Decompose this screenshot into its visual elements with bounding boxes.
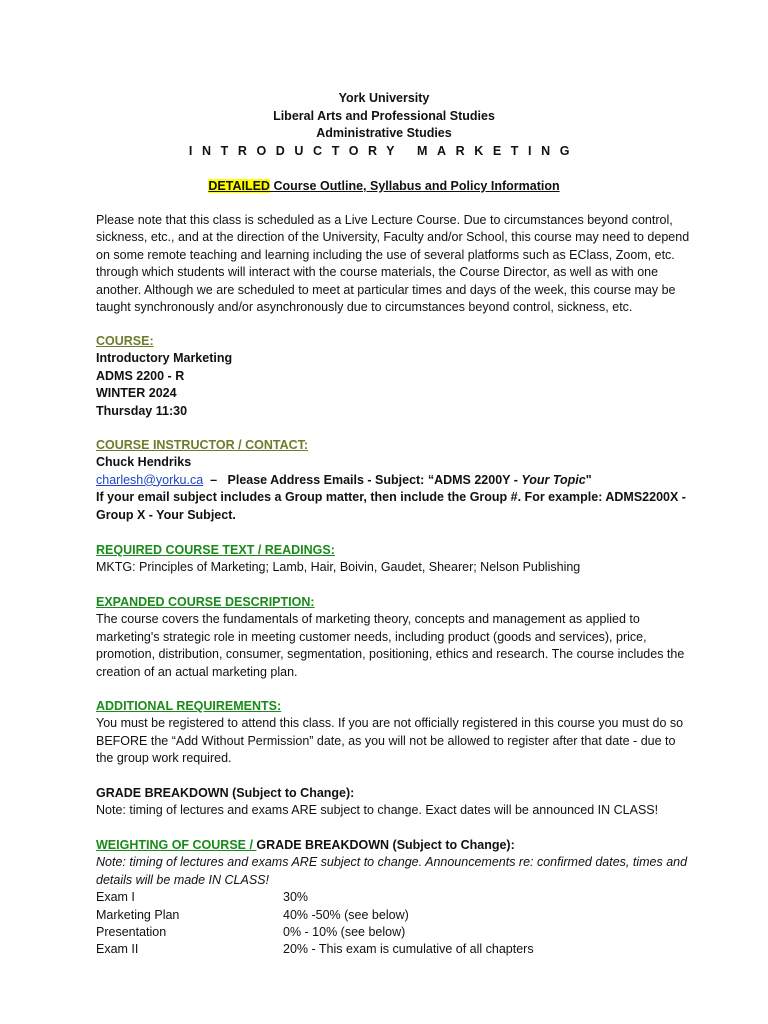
weighting-heading — [96, 837, 696, 854]
email-note-topic: Your Topic — [521, 472, 586, 487]
course-term: WINTER 2024 — [96, 386, 177, 401]
readings-heading: REQUIRED COURSE TEXT / READINGS: — [96, 543, 335, 557]
document-subtitle — [0, 178, 768, 195]
intro-paragraph: Please note that this class is scheduled as a Live Lecture Course. Due to circumstances beyond control, sickness, etc., and at the direction of the University, Faculty and/or School, this course may need to depend on some remote teaching and learning including the use of several platforms such as EClass, Zoom, etc. through which students will interact with the course materials, the Course Director, as well as with one another. Although we are scheduled to meet at particular times and days of the week, this course may be taught synchronously and/or asynchronously due to circumstances beyond control, sickness, etc. — [96, 213, 690, 315]
weighting-item: Presentation — [96, 925, 167, 940]
weighting-note: Note: timing of lectures and exams ARE subject to change. Announcements re: confirmed dates, times and details will be made IN CLASS! — [96, 855, 688, 887]
additional-text: You must be registered to attend this class. If you are not officially registered in this course you must do so BEFORE the “Add Without Permission” date, as you will not be allowed to register after that date - due to the group work required. — [96, 716, 684, 766]
weighting-heading-green: WEIGHTING OF COURSE / — [96, 838, 257, 852]
weighting-value: 40% -50% (see below) — [283, 907, 409, 922]
email-note: – Please Address Emails - Subject: “ADMS 2200Y - — [203, 472, 522, 487]
description-heading: EXPANDED COURSE DESCRIPTION: — [96, 595, 315, 609]
grade-breakdown-note: Note: timing of lectures and exams ARE subject to change. Exact dates will be announced IN CLASS! — [96, 803, 659, 818]
weighting-value: 30% — [283, 890, 309, 905]
weighting-row — [96, 924, 696, 941]
weighting-section — [96, 837, 696, 959]
weighting-item: Marketing Plan — [96, 907, 180, 922]
grade-breakdown-section — [96, 785, 696, 820]
weighting-item: Exam I — [96, 890, 135, 905]
subtitle-highlight: DETAILED — [208, 179, 270, 193]
description-section — [96, 594, 696, 681]
course-name: Introductory Marketing — [96, 351, 233, 366]
additional-heading: ADDITIONAL REQUIREMENTS: — [96, 699, 282, 713]
course-time: Thursday 11:30 — [96, 403, 188, 418]
subtitle-text: Course Outline, Syllabus and Policy Information — [269, 179, 560, 193]
weighting-item: Exam II — [96, 942, 139, 957]
weighting-row — [96, 907, 696, 924]
readings-section — [96, 542, 696, 577]
department-name: Administrative Studies — [316, 126, 452, 140]
instructor-email-link[interactable]: charlesh@yorku.ca — [96, 472, 204, 487]
weighting-row — [96, 889, 696, 906]
weighting-value: 0% - 10% (see below) — [283, 925, 406, 940]
email-note-end: " — [585, 472, 592, 487]
instructor-section — [96, 437, 696, 524]
instructor-name: Chuck Hendriks — [96, 455, 192, 470]
email-line — [96, 472, 696, 489]
faculty-name: Liberal Arts and Professional Studies — [273, 108, 495, 123]
group-note: If your email subject includes a Group matter, then include the Group #. For example: ADMS2200X - Group X - Your Subject. — [96, 490, 686, 522]
weighting-value: 20% - This exam is cumulative of all chapters — [283, 942, 534, 957]
weighting-row — [96, 941, 696, 958]
readings-text: MKTG: Principles of Marketing; Lamb, Hair, Boivin, Gaudet, Shearer; Nelson Publishing — [96, 560, 581, 575]
description-text: The course covers the fundamentals of marketing theory, concepts and management as applied to marketing's strategic role in meeting customer needs, including product (goods and services), price, promotion, distribution, consumer, segmentation, positioning, ethics and research. The course includes the creation of an actual marketing plan. — [96, 612, 685, 679]
additional-section — [96, 698, 696, 768]
course-section — [96, 333, 696, 420]
university-name: York University — [338, 91, 430, 105]
course-code: ADMS 2200 - R — [96, 368, 185, 383]
grade-breakdown-heading: GRADE BREAKDOWN (Subject to Change): — [96, 786, 355, 800]
instructor-heading: COURSE INSTRUCTOR / CONTACT: — [96, 438, 309, 452]
weighting-heading-black: GRADE BREAKDOWN (Subject to Change): — [256, 838, 515, 852]
document-header — [0, 90, 768, 160]
course-heading: COURSE: — [96, 334, 154, 348]
course-title: INTRODUCTORY MARKETING — [188, 143, 580, 158]
